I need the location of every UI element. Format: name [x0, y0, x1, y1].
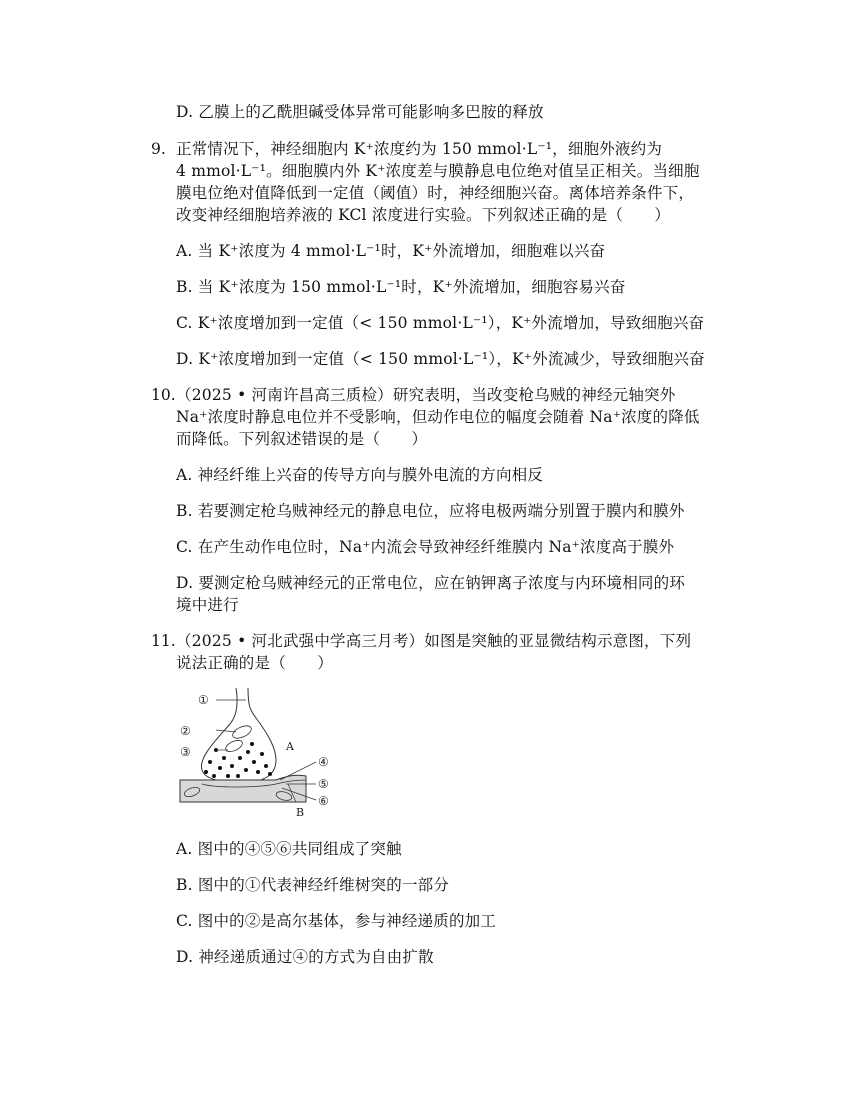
- q11-stem-line-1: （2025 • 河北武强中学高三月考）如图是突触的亚显微结构示意图，下列: [176, 632, 692, 650]
- q9-option-a: A. 当 K⁺浓度为 4 mmol·L⁻¹时，K⁺外流增加，细胞难以兴奋: [176, 242, 606, 260]
- q10-stem-line-2: Na⁺浓度时静息电位并不受影响，但动作电位的幅度会随着 Na⁺浓度的降低: [176, 408, 700, 426]
- q10-option-c: C. 在产生动作电位时，Na⁺内流会导致神经纤维膜内 Na⁺浓度高于膜外: [176, 538, 675, 556]
- q9-number: 9.: [151, 140, 166, 158]
- q10-option-d-line-1: D. 要测定枪乌贼神经元的正常电位，应在钠钾离子浓度与内环境相同的环: [176, 574, 686, 592]
- q11-number: 11.: [151, 632, 176, 650]
- label-6: ⑥: [318, 794, 329, 808]
- label-5: ⑤: [318, 777, 329, 791]
- q9-option-d: D. K⁺浓度增加到一定值（< 150 mmol·L⁻¹），K⁺外流减少，导致细胞兴奋: [176, 350, 705, 368]
- q8-option-d: D. 乙膜上的乙酰胆碱受体异常可能影响多巴胺的释放: [176, 103, 544, 121]
- label-2: ②: [180, 724, 191, 738]
- label-b: B: [296, 806, 305, 819]
- synapse-diagram: [176, 688, 336, 820]
- q9-stem-line-3: 膜电位绝对值降低到一定值（阈值）时，神经细胞兴奋。离体培养条件下，: [176, 184, 695, 202]
- q11-option-d: D. 神经递质通过④的方式为自由扩散: [176, 948, 434, 966]
- mitochondrion: [224, 738, 244, 754]
- synaptic-vesicles: [204, 742, 272, 778]
- label-a: A: [286, 740, 294, 753]
- label-4: ④: [318, 755, 329, 769]
- label-1: ①: [198, 693, 209, 707]
- q10-option-d-line-2: 境中进行: [176, 596, 239, 614]
- q11-option-a: A. 图中的④⑤⑥共同组成了突触: [176, 840, 402, 858]
- q11-option-b: B. 图中的①代表神经纤维树突的一部分: [176, 876, 450, 894]
- q10-number: 10.: [151, 386, 176, 404]
- q10-option-a: A. 神经纤维上兴奋的传导方向与膜外电流的方向相反: [176, 466, 544, 484]
- q9-option-b: B. 当 K⁺浓度为 150 mmol·L⁻¹时，K⁺外流增加，细胞容易兴奋: [176, 278, 626, 296]
- label-3: ③: [180, 745, 191, 759]
- q9-stem-line-4: 改变神经细胞培养液的 KCl 浓度进行实验。下列叙述正确的是（ ）: [176, 206, 671, 224]
- q9-stem-line-1: 正常情况下，神经细胞内 K⁺浓度约为 150 mmol·L⁻¹，细胞外液约为: [176, 140, 663, 158]
- q9-stem-line-2: 4 mmol·L⁻¹。细胞膜内外 K⁺浓度差与膜静息电位绝对值呈正相关。当细胞: [176, 162, 700, 180]
- q10-stem-line-1: （2025 • 河南许昌高三质检）研究表明，当改变枪乌贼的神经元轴突外: [176, 386, 676, 404]
- q10-stem-line-3: 而降低。下列叙述错误的是（ ）: [176, 430, 428, 448]
- q11-stem-line-2: 说法正确的是（ ）: [176, 654, 334, 672]
- axon-terminal-outline: [201, 688, 276, 782]
- q9-option-c: C. K⁺浓度增加到一定值（< 150 mmol·L⁻¹），K⁺外流增加，导致细胞兴奋: [176, 314, 705, 332]
- q11-option-c: C. 图中的②是高尔基体，参与神经递质的加工: [176, 912, 497, 930]
- q10-option-b: B. 若要测定枪乌贼神经元的静息电位，应将电极两端分别置于膜内和膜外: [176, 502, 685, 520]
